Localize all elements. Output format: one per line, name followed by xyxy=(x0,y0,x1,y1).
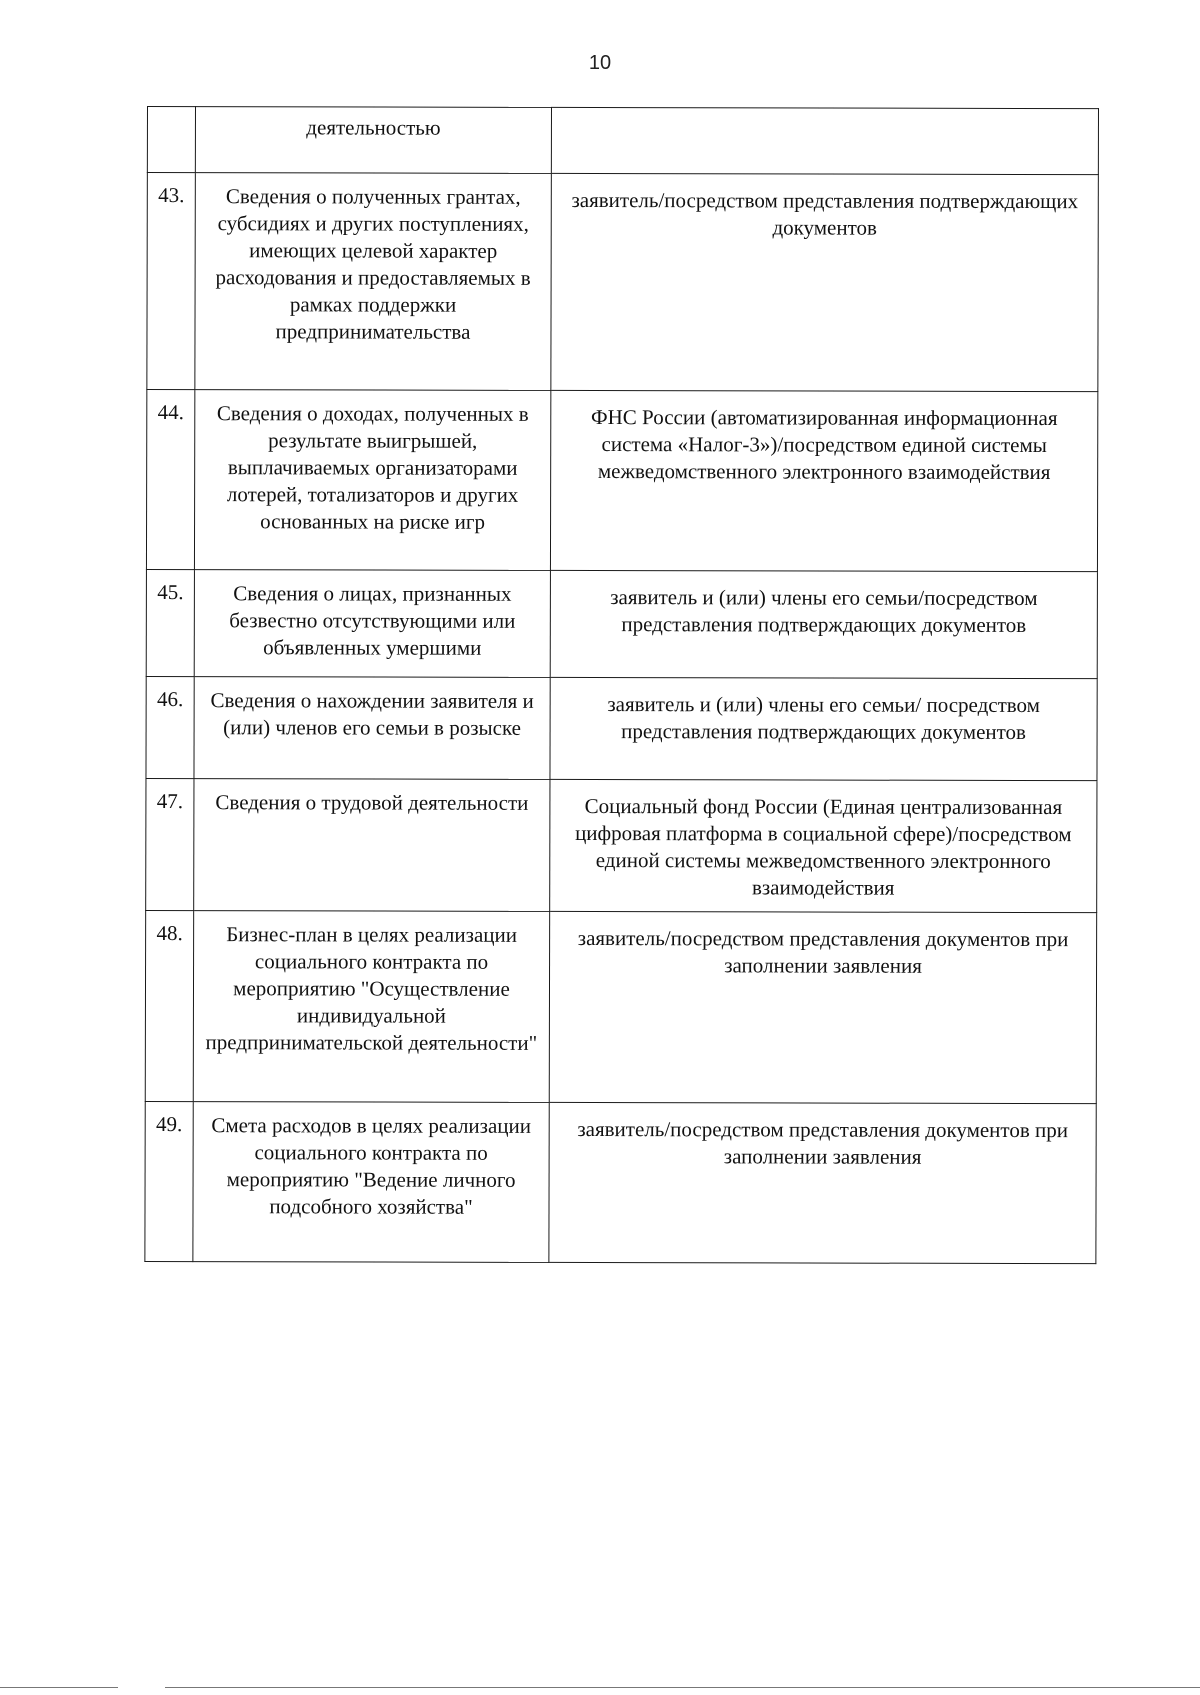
table-row xyxy=(146,390,1097,572)
source-cell: заявитель и (или) члены его семьи/посредством представления подтверждающих документов xyxy=(550,570,1097,678)
table-row xyxy=(145,1101,1096,1263)
source-cell: заявитель и (или) члены его семьи/ посредством представления подтверждающих документов xyxy=(550,677,1097,780)
source-cell: заявитель/посредством представления документов при заполнении заявления xyxy=(549,911,1096,1103)
row-number-cell: 49. xyxy=(145,1101,193,1261)
table-row xyxy=(146,676,1097,780)
table-row xyxy=(147,173,1098,392)
row-number-cell: 47. xyxy=(146,778,194,910)
source-cell: ФНС России (автоматизированная информационная система «Налог-3»)/посредством единой системы межведомственного электронного взаимодействия xyxy=(550,390,1097,571)
document-name-cell: деятельностью xyxy=(195,107,551,174)
document-name-cell: Сведения о полученных грантах, субсидиях и других поступлениях, имеющих целевой характер расходования и предоставляемых в рамках поддержки предпринимательства xyxy=(195,173,551,391)
row-number-cell: 46. xyxy=(146,676,194,778)
row-number-cell: 43. xyxy=(147,173,195,390)
document-name-cell: Сведения о трудовой деятельности xyxy=(194,779,550,912)
document-table xyxy=(144,106,1099,1264)
source-cell: заявитель/посредством представления подтверждающих документов xyxy=(551,173,1098,391)
row-number-cell: 44. xyxy=(146,390,194,570)
row-number-cell: 48. xyxy=(145,910,193,1101)
table-row xyxy=(145,910,1096,1103)
source-cell: заявитель/посредством представления документов при заполнении заявления xyxy=(549,1102,1096,1263)
document-name-cell: Сведения о доходах, полученных в результате выигрышей, выплачиваемых организаторами лотерей, тотализаторов и других основанных на риске игр xyxy=(194,390,550,571)
page-number: 10 xyxy=(588,52,612,74)
table-row xyxy=(146,569,1097,678)
table-row xyxy=(146,778,1097,912)
scan-edge-line xyxy=(0,1687,118,1688)
source-cell: Социальный фонд России (Единая централизованная цифровая платформа в социальной сфере)/посредством единой системы межведомственного электронного взаимодействия xyxy=(550,779,1097,912)
document-name-cell: Сведения о лицах, признанных безвестно отсутствующими или объявленных умершими xyxy=(194,570,550,678)
document-name-cell: Сведения о нахождении заявителя и (или) членов его семьи в розыске xyxy=(194,677,550,780)
row-number-cell xyxy=(147,107,195,173)
document-name-cell: Бизнес-план в целях реализации социального контракта по мероприятию "Осуществление индивидуальной предпринимательской деятельности" xyxy=(193,911,549,1103)
table-row-continuation xyxy=(147,107,1098,175)
source-cell xyxy=(551,107,1098,174)
scan-edge-line xyxy=(165,1687,1200,1688)
document-name-cell: Смета расходов в целях реализации социального контракта по мероприятию "Ведение личного подсобного хозяйства" xyxy=(193,1102,549,1263)
row-number-cell: 45. xyxy=(146,569,194,676)
